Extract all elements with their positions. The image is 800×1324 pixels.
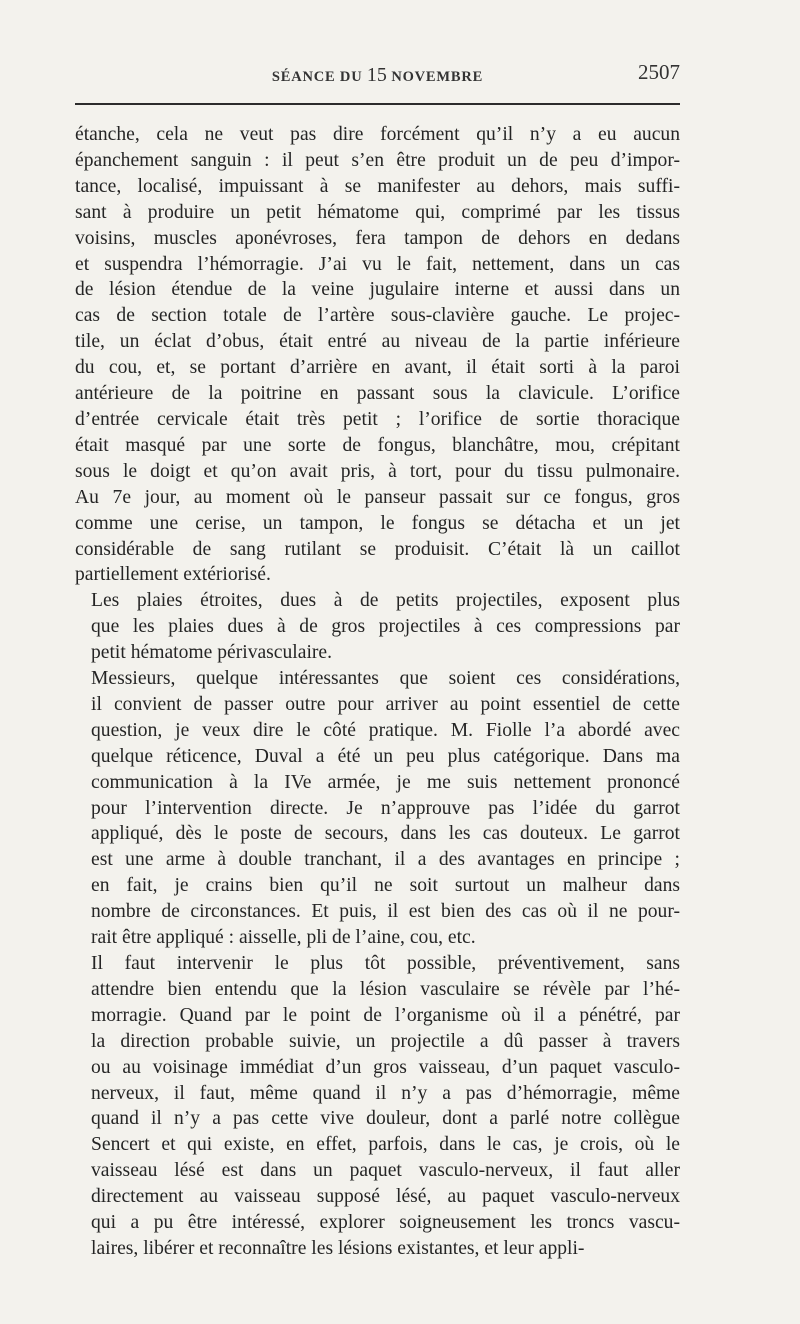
page-number: 2507	[638, 60, 680, 84]
header-title-prefix: SÉANCE DU	[271, 69, 367, 85]
text-line: quand il n’y a pas cette vive douleur, dont a parlé notre collègue	[91, 1108, 680, 1130]
text-line: étanche, cela ne veut pas dire forcément qu’il n’y a eu aucun	[75, 124, 680, 145]
text-line: antérieure de la poitrine en passant sous la clavicule. L’orifice	[75, 383, 680, 405]
text-line: était masqué par une sorte de fongus, blanchâtre, mou, crépitant	[75, 434, 680, 456]
text-line: tance, localisé, impuissant à se manifester au dehors, mais suffi-	[75, 175, 680, 197]
text-line: pour l’intervention directe. Je n’approuve pas l’idée du garrot	[91, 797, 680, 819]
text-line: partiellement extériorisé.	[75, 564, 271, 586]
text-line: de lésion étendue de la veine jugulaire interne et aussi dans un	[75, 279, 680, 301]
text-line: la direction probable suivie, un projectile a dû passer à travers	[91, 1030, 680, 1052]
header-title-suffix: NOVEMBRE	[386, 69, 484, 85]
text-line: Messieurs, quelque intéressantes que soient ces considérations,	[91, 668, 680, 690]
text-line: que les plaies dues à de gros projectiles à ces compressions par	[91, 616, 680, 638]
text-line: épanchement sanguin : il peut s’en être produit un de peu d’impor-	[75, 149, 680, 171]
text-line: d’entrée cervicale était très petit ; l’orifice de sortie thoracique	[75, 408, 680, 430]
text-line: directement au vaisseau supposé lésé, au paquet vasculo-nerveux	[91, 1186, 680, 1208]
running-header	[75, 60, 680, 90]
text-line: en fait, je crains bien qu’il ne soit surtout un malheur dans	[91, 875, 680, 897]
text-line: et suspendra l’hémorragie. J’ai vu le fait, nettement, dans un cas	[75, 253, 680, 275]
header-divider	[75, 103, 680, 105]
text-line: attendre bien entendu que la lésion vasculaire se révèle par l’hé-	[91, 978, 680, 1000]
text-line: vaisseau lésé est dans un paquet vasculo-nerveux, il faut aller	[91, 1160, 680, 1182]
text-line: sant à produire un petit hématome qui, comprimé par les tissus	[75, 201, 680, 223]
text-line: tile, un éclat d’obus, était entré au niveau de la partie inférieure	[75, 331, 680, 353]
paragraph	[75, 666, 680, 951]
paragraph	[75, 951, 680, 1262]
text-line: ou au voisinage immédiat d’un gros vaisseau, d’un paquet vasculo-	[91, 1056, 680, 1078]
text-line: voisins, muscles aponévroses, fera tampon de dehors en dedans	[75, 227, 680, 249]
text-line: quelque réticence, Duval a été un peu plus catégorique. Dans ma	[91, 745, 680, 767]
text-line: question, je veux dire le côté pratique. M. Fiolle l’a abordé avec	[91, 719, 680, 741]
paragraph	[75, 122, 680, 588]
text-line: Sencert et qui existe, en effet, parfois, dans le cas, je crois, où le	[91, 1134, 680, 1156]
text-line: considérable de sang rutilant se produisit. C’était là un caillot	[75, 538, 680, 560]
header-title-day: 15	[366, 64, 387, 86]
text-line: comme une cerise, un tampon, le fongus se détacha et un jet	[75, 512, 680, 534]
text-line: cas de section totale de l’artère sous-clavière gauche. Le projec-	[75, 305, 680, 327]
text-line: nombre de circonstances. Et puis, il est bien des cas où il ne pour-	[91, 901, 680, 923]
text-line: est une arme à double tranchant, il a des avantages en principe ;	[91, 849, 680, 871]
header-title	[75, 64, 680, 87]
text-line: du cou, et, se portant d’arrière en avant, il était sorti à la paroi	[75, 357, 680, 379]
text-line: petit hématome périvasculaire.	[91, 642, 333, 664]
text-line: Au 7e jour, au moment où le panseur passait sur ce fongus, gros	[75, 486, 680, 508]
text-line: laires, libérer et reconnaître les lésions existantes, et leur appli-	[91, 1237, 585, 1259]
text-line: nerveux, il faut, même quand il n’y a pas d’hémorragie, même	[91, 1082, 680, 1104]
text-line: qui a pu être intéressé, explorer soigneusement les troncs vascu-	[91, 1212, 680, 1234]
text-line: Il faut intervenir le plus tôt possible, préventivement, sans	[91, 953, 680, 974]
text-line: sous le doigt et qu’on avait pris, à tort, pour du tissu pulmonaire.	[75, 460, 680, 482]
text-line: rait être appliqué : aisselle, pli de l’aine, cou, etc.	[91, 927, 476, 949]
text-line: il convient de passer outre pour arriver au point essentiel de cette	[91, 693, 680, 715]
text-line: morragie. Quand par le point de l’organisme où il a pénétré, par	[91, 1004, 680, 1026]
text-line: communication à la IVe armée, je me suis nettement prononcé	[91, 771, 680, 793]
body-text	[75, 122, 680, 1262]
text-line: Les plaies étroites, dues à de petits projectiles, exposent plus	[91, 590, 680, 612]
text-line: appliqué, dès le poste de secours, dans les cas douteux. Le garrot	[91, 823, 680, 845]
paragraph	[75, 588, 680, 666]
